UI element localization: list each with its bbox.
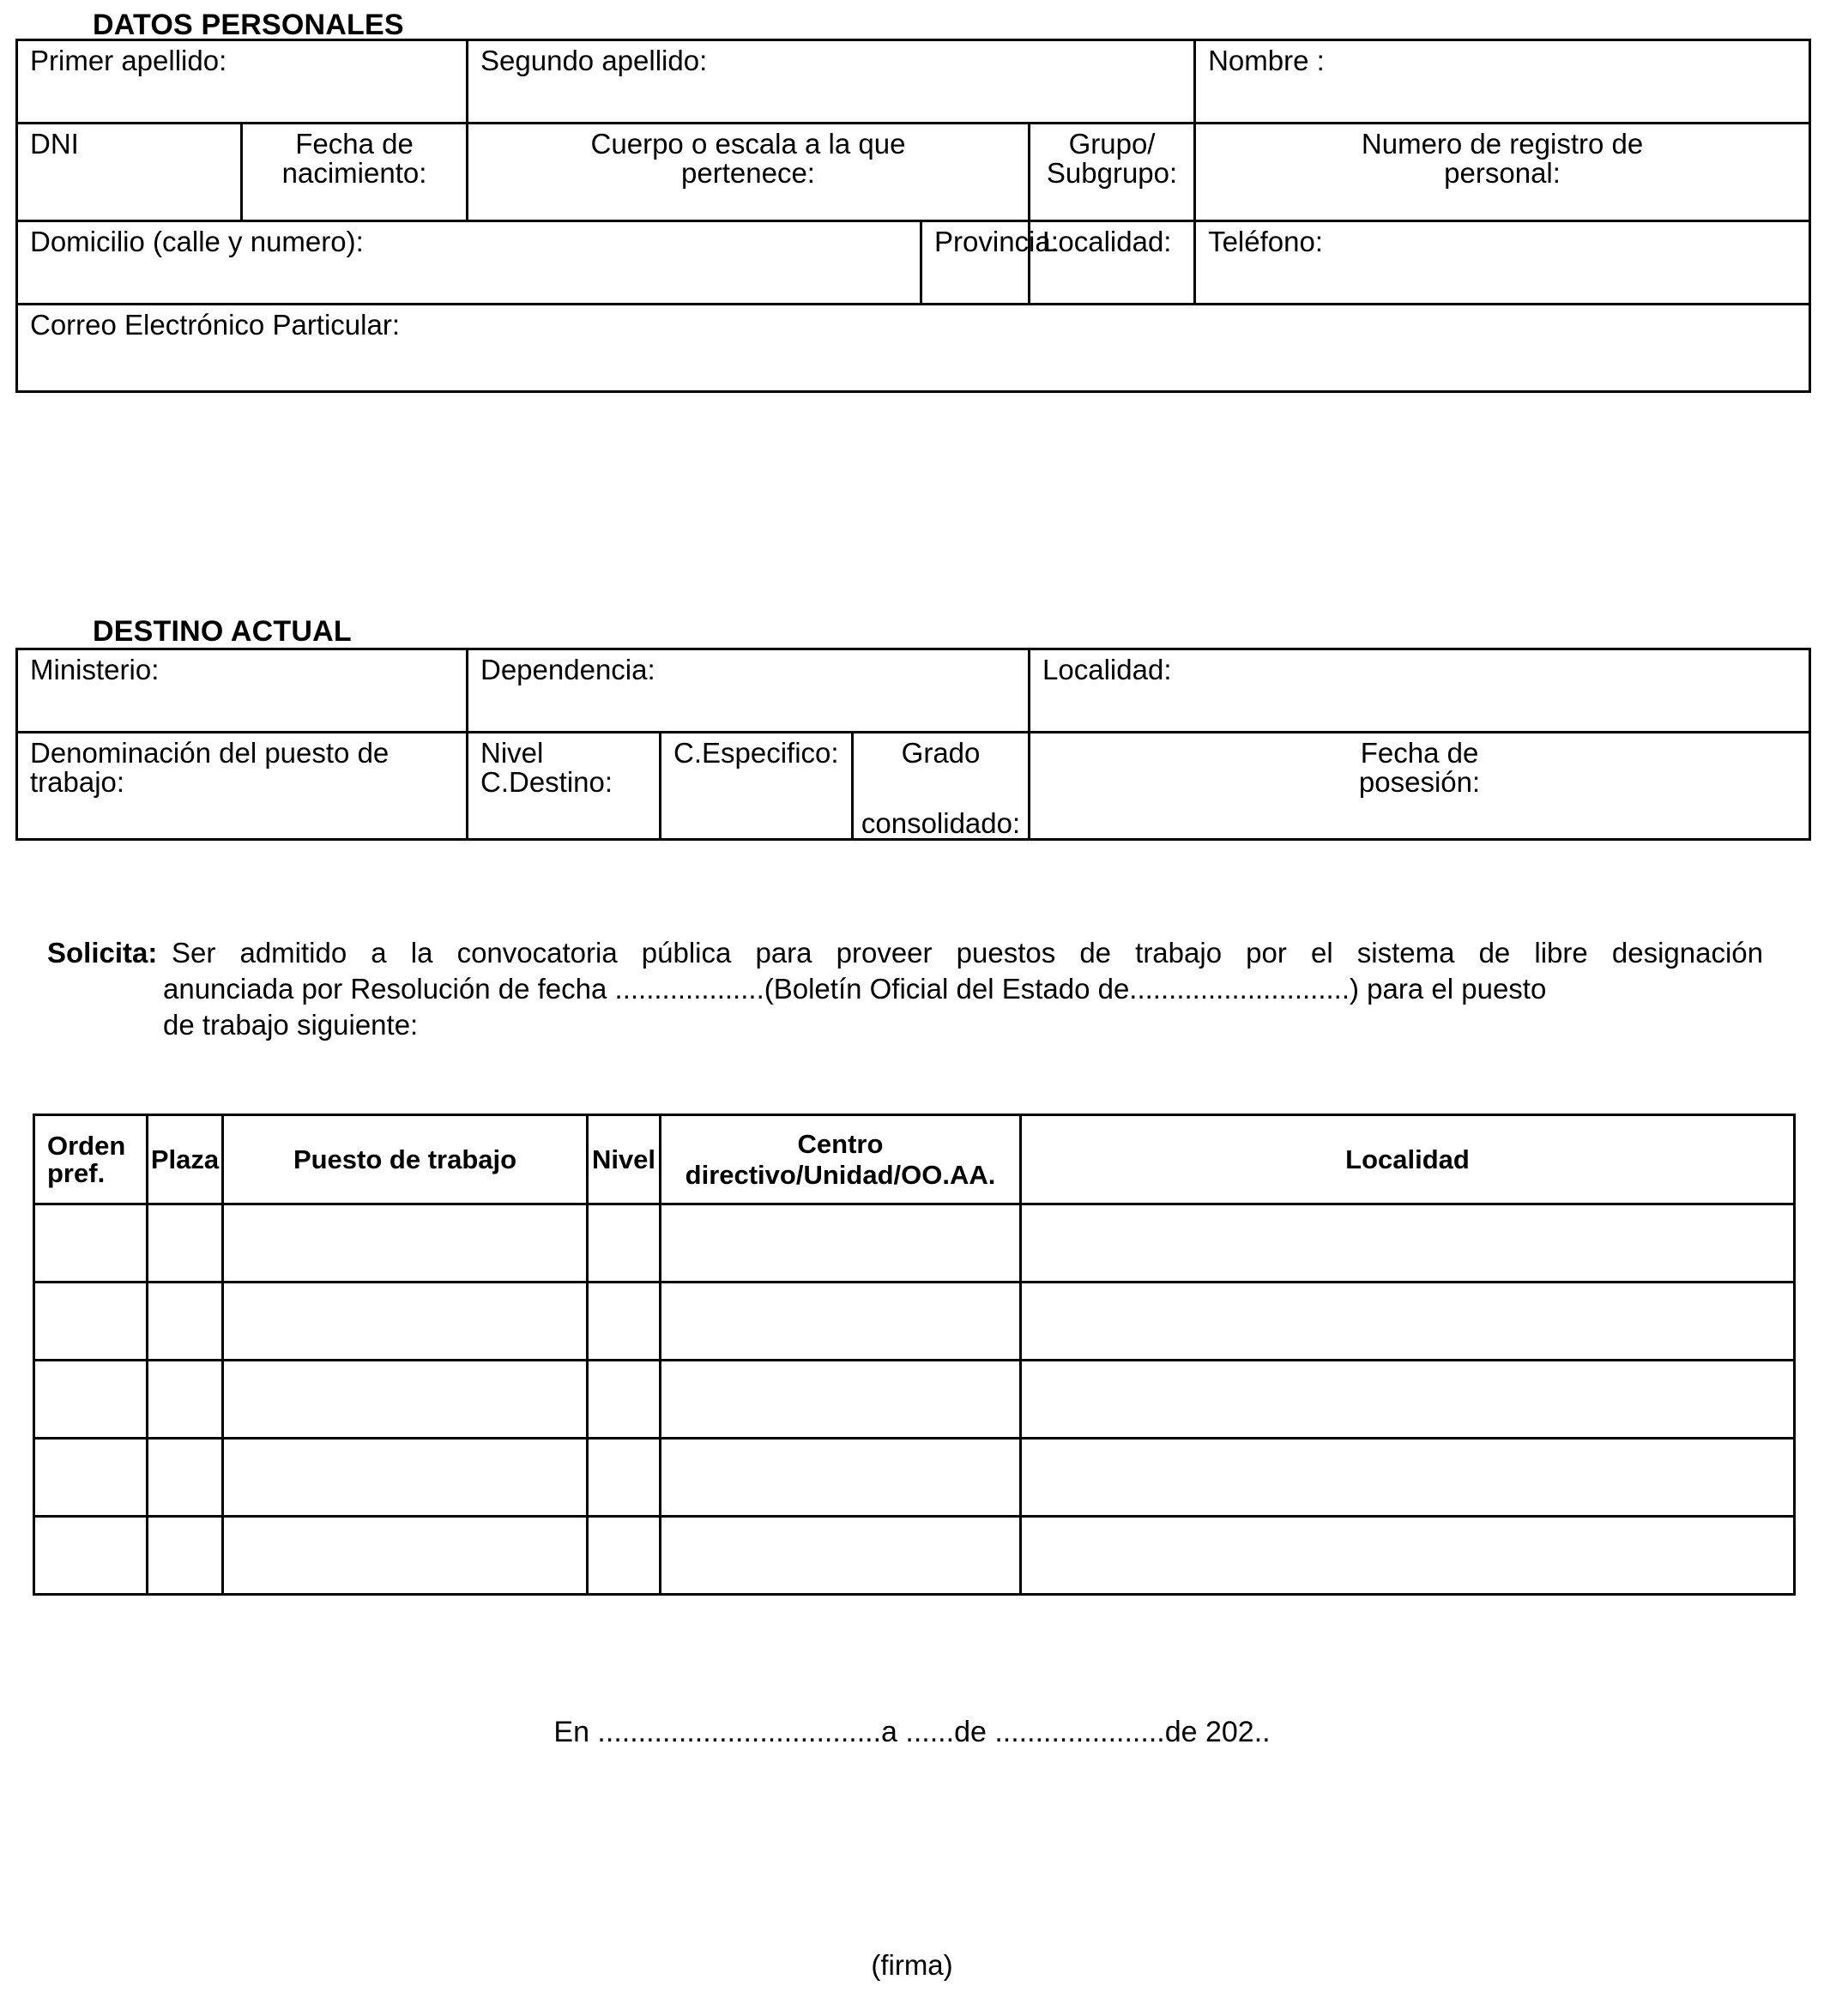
solicita-line-2	[163, 971, 1763, 1007]
field-label-line2: nacimiento:	[281, 156, 427, 189]
table-row	[17, 124, 1810, 221]
field-label: Ministerio:	[30, 654, 160, 685]
field-label-line1: Grupo/	[1068, 128, 1156, 160]
table-cell[interactable]	[661, 1361, 1021, 1439]
field-label-line2: posesión:	[1358, 765, 1481, 798]
section-heading-datos-personales: DATOS PERSONALES	[93, 9, 404, 41]
solicita-paragraph	[47, 935, 1763, 1043]
table-cell[interactable]	[148, 1517, 223, 1595]
section-heading-destino-actual: DESTINO ACTUAL	[93, 615, 352, 648]
field-label: Segundo apellido:	[480, 45, 708, 76]
solicita-line-3	[163, 1007, 1763, 1043]
column-header-nivel: Nivel	[588, 1115, 661, 1204]
table-cell[interactable]	[148, 1361, 223, 1439]
field-correo-electronico[interactable]	[17, 305, 1810, 392]
table-cell[interactable]	[34, 1283, 148, 1361]
field-ministerio[interactable]	[17, 649, 468, 733]
table-cell[interactable]	[1021, 1361, 1795, 1439]
field-label: Nombre :	[1208, 45, 1325, 76]
field-fecha-nacimiento[interactable]	[242, 124, 468, 221]
field-denominacion-puesto[interactable]	[17, 733, 468, 840]
field-label-line2: Subgrupo:	[1046, 156, 1178, 189]
field-dni[interactable]	[17, 124, 242, 221]
field-label: Teléfono:	[1208, 226, 1323, 257]
date-place-line[interactable]: En ...................................a ......de .....................de 202..	[553, 1716, 1271, 1748]
field-c-especifico[interactable]	[661, 733, 853, 840]
puestos-solicitados-table	[33, 1114, 1796, 1596]
field-label-line1: Fecha de	[295, 128, 414, 160]
table-cell[interactable]	[34, 1517, 148, 1595]
column-header-localidad: Localidad	[1021, 1115, 1795, 1204]
field-label-line1: Numero de registro de	[1361, 128, 1644, 160]
destino-actual-table	[15, 648, 1811, 841]
table-cell[interactable]	[34, 1439, 148, 1517]
field-fecha-posesion[interactable]	[1030, 733, 1810, 840]
table-cell[interactable]	[588, 1517, 661, 1595]
table-row	[17, 305, 1810, 392]
table-row	[17, 649, 1810, 733]
field-telefono[interactable]	[1195, 221, 1810, 305]
field-label-line2: consolidado:	[861, 806, 1021, 839]
field-label: Denominación del puesto de trabajo:	[30, 737, 390, 798]
table-cell[interactable]	[34, 1204, 148, 1283]
column-header-plaza: Plaza	[148, 1115, 223, 1204]
table-cell[interactable]	[223, 1283, 588, 1361]
field-label: Primer apellido:	[30, 45, 227, 76]
table-row	[34, 1204, 1795, 1283]
solicita-text-line1: Ser admitido a la convocatoria pública para proveer puestos de trabajo por el sistema de libre designación	[172, 937, 1763, 969]
field-dependencia[interactable]	[468, 649, 1030, 733]
table-cell[interactable]	[661, 1517, 1021, 1595]
table-cell[interactable]	[148, 1204, 223, 1283]
table-row	[34, 1517, 1795, 1595]
field-label-line1: Grado	[901, 737, 981, 769]
table-cell[interactable]	[223, 1204, 588, 1283]
field-nivel-c-destino[interactable]	[468, 733, 661, 840]
field-label-line1: Cuerpo o escala a la que	[590, 128, 906, 160]
table-cell[interactable]	[1021, 1517, 1795, 1595]
field-label: Localidad:	[1042, 654, 1172, 685]
table-cell[interactable]	[588, 1204, 661, 1283]
table-row	[34, 1283, 1795, 1361]
field-label: C.Especifico:	[673, 737, 839, 769]
field-label-line1: Fecha de	[1360, 737, 1479, 769]
field-label: Domicilio (calle y numero):	[30, 226, 364, 257]
field-grupo-subgrupo[interactable]	[1030, 124, 1195, 221]
field-cuerpo-escala[interactable]	[468, 124, 1030, 221]
field-label: DNI	[30, 128, 79, 160]
table-cell[interactable]	[588, 1283, 661, 1361]
field-grado-consolidado[interactable]	[853, 733, 1030, 840]
field-nombre[interactable]	[1195, 40, 1810, 124]
column-header-line1: Orden	[47, 1130, 126, 1161]
field-label: Provincia:	[934, 226, 1059, 257]
table-row	[17, 733, 1810, 840]
field-segundo-apellido[interactable]	[468, 40, 1195, 124]
column-header-orden-pref	[34, 1115, 148, 1204]
table-cell[interactable]	[223, 1361, 588, 1439]
datos-personales-table	[15, 39, 1811, 393]
field-numero-registro-personal[interactable]	[1195, 124, 1810, 221]
field-label: Dependencia:	[480, 654, 655, 685]
field-localidad[interactable]	[1030, 221, 1195, 305]
field-domicilio[interactable]	[17, 221, 921, 305]
signature-label: (firma)	[871, 1949, 953, 1981]
solicita-text-line2: anunciada por Resolución de fecha ...................(Boletín Oficial del Estado de............................) para el puesto	[163, 972, 1547, 1005]
table-row	[34, 1361, 1795, 1439]
table-header-row	[34, 1115, 1795, 1204]
table-cell[interactable]	[223, 1517, 588, 1595]
column-header-puesto-de-trabajo: Puesto de trabajo	[223, 1115, 588, 1204]
table-cell[interactable]	[1021, 1283, 1795, 1361]
table-cell[interactable]	[148, 1283, 223, 1361]
field-destino-localidad[interactable]	[1030, 649, 1810, 733]
table-row	[34, 1439, 1795, 1517]
table-cell[interactable]	[1021, 1204, 1795, 1283]
table-cell[interactable]	[588, 1439, 661, 1517]
table-cell[interactable]	[1021, 1439, 1795, 1517]
field-provincia[interactable]	[921, 221, 1059, 305]
field-label-line2: personal:	[1444, 156, 1561, 189]
table-cell[interactable]	[148, 1439, 223, 1517]
field-label-line2: pertenece:	[681, 156, 815, 189]
field-label: Correo Electrónico Particular:	[30, 309, 400, 341]
table-row	[17, 40, 1810, 124]
solicita-label: Solicita:	[47, 937, 158, 969]
table-cell[interactable]	[223, 1439, 588, 1517]
column-header-centro-directivo: Centro directivo/Unidad/OO.AA.	[661, 1115, 1021, 1204]
field-label: Nivel C.Destino:	[480, 737, 613, 798]
field-primer-apellido[interactable]	[17, 40, 468, 124]
table-row	[17, 221, 1810, 305]
table-cell[interactable]	[661, 1439, 1021, 1517]
table-cell[interactable]	[661, 1204, 1021, 1283]
table-cell[interactable]	[661, 1283, 1021, 1361]
field-label: Localidad:	[1042, 226, 1172, 257]
solicita-text-line3: de trabajo siguiente:	[163, 1008, 419, 1041]
column-header-line2: pref.	[47, 1157, 106, 1188]
table-cell[interactable]	[34, 1361, 148, 1439]
table-cell[interactable]	[588, 1361, 661, 1439]
solicita-line-1	[47, 935, 1763, 971]
